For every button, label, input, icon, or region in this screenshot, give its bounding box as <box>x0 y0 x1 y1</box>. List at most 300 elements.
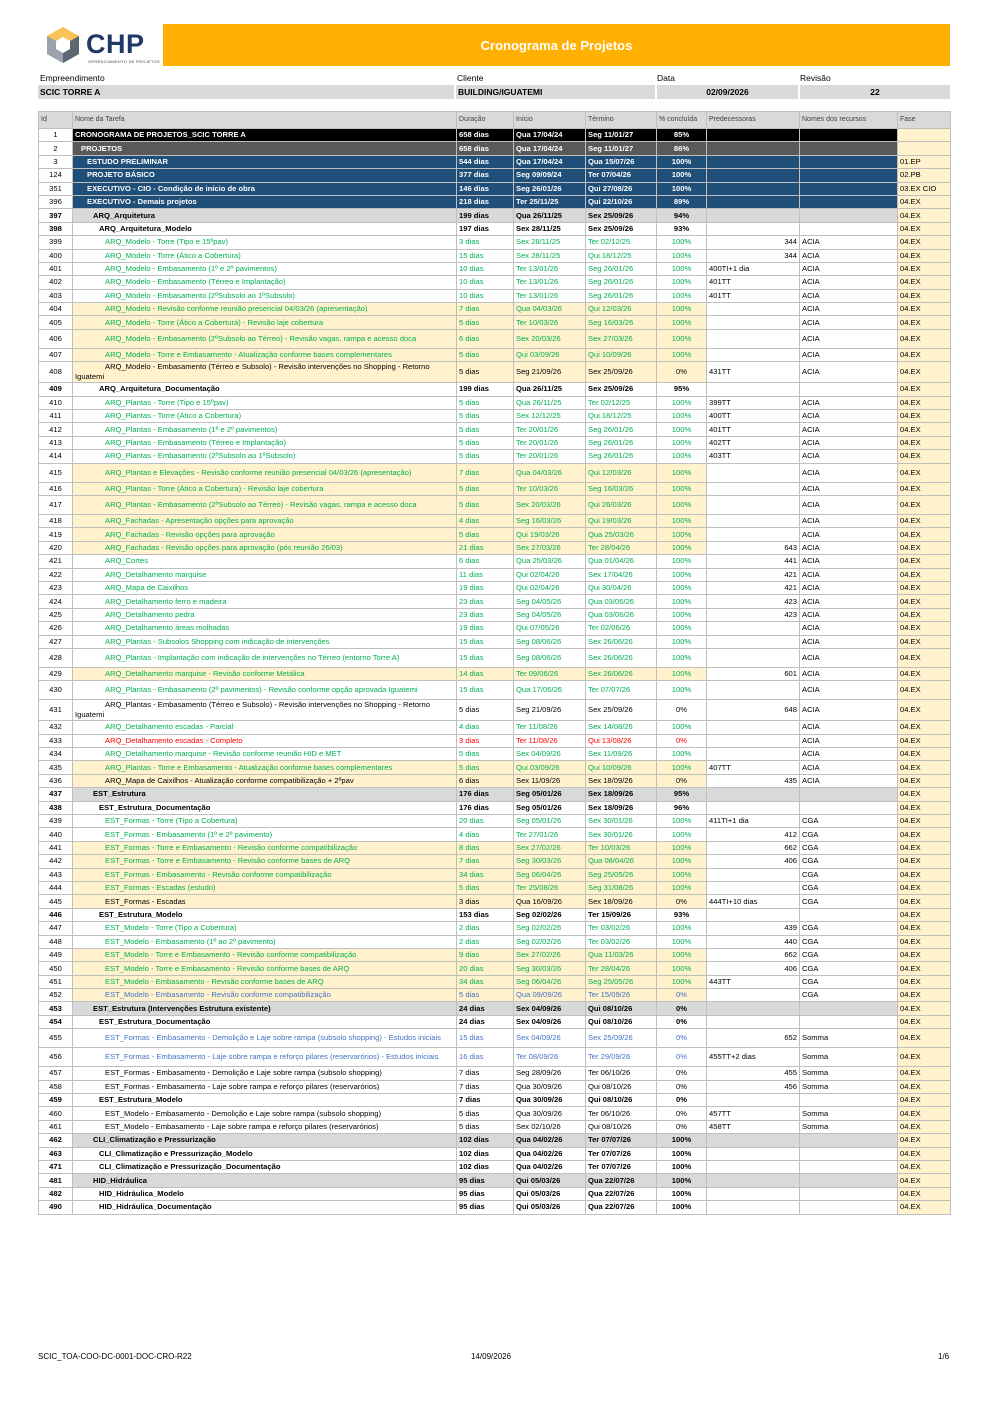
cell-predecessors <box>707 1134 800 1147</box>
cell-task-name: ARQ_Detalhamento escadas - Parcial <box>73 721 457 734</box>
cell-id: 425 <box>39 608 73 621</box>
cell-duration: 10 dias <box>457 289 514 302</box>
cell-phase: 04.EX <box>898 1094 951 1107</box>
cell-predecessors <box>707 209 800 222</box>
cell-duration: 5 dias <box>457 700 514 721</box>
table-row[interactable] <box>39 262 951 275</box>
cell-resources: CGA <box>800 935 898 948</box>
table-row[interactable] <box>39 761 951 774</box>
table-row[interactable] <box>39 1002 951 1015</box>
cell-task-name: EST_Modelo - Embasamento - Revisão conforme bases de ARQ <box>73 975 457 988</box>
cell-percent: 0% <box>657 1015 707 1028</box>
cell-task-name <box>73 700 457 721</box>
cell-resources: Somma <box>800 1029 898 1048</box>
cell-task-name <box>73 1029 457 1048</box>
cell-duration: 544 dias <box>457 155 514 168</box>
cell-task-name: EST_Formas - Embasamento - Revisão conforme compatibilização <box>73 868 457 881</box>
cell-predecessors <box>707 303 800 316</box>
cell-resources: ACIA <box>800 348 898 361</box>
cell-duration: 102 dias <box>457 1134 514 1147</box>
cell-finish: Qui 08/10/26 <box>586 1002 657 1015</box>
table-row[interactable] <box>39 410 951 423</box>
cell-task-name: ESTUDO PRELIMINAR <box>73 155 457 168</box>
cell-percent: 100% <box>657 236 707 249</box>
table-row[interactable] <box>39 815 951 828</box>
table-row[interactable] <box>39 316 951 329</box>
cell-duration: 7 dias <box>457 855 514 868</box>
cell-phase: 04.EX <box>898 1015 951 1028</box>
table-row[interactable] <box>39 608 951 621</box>
cell-start: Ter 11/08/26 <box>514 734 586 747</box>
table-row[interactable] <box>39 568 951 581</box>
cell-id: 396 <box>39 195 73 208</box>
cell-id: 462 <box>39 1134 73 1147</box>
cell-id: 490 <box>39 1201 73 1214</box>
table-row[interactable] <box>39 129 951 142</box>
cell-percent: 0% <box>657 734 707 747</box>
cell-id: 448 <box>39 935 73 948</box>
cell-start: Ter 11/08/26 <box>514 721 586 734</box>
cell-duration: 23 dias <box>457 608 514 621</box>
table-row[interactable] <box>39 222 951 235</box>
cell-predecessors: 412 <box>707 828 800 841</box>
cell-resources: CGA <box>800 962 898 975</box>
cell-duration: 5 dias <box>457 748 514 761</box>
cell-start: Qua 26/11/25 <box>514 209 586 222</box>
cell-resources: CGA <box>800 828 898 841</box>
cell-id: 423 <box>39 581 73 594</box>
cell-percent: 100% <box>657 182 707 195</box>
table-row[interactable] <box>39 541 951 554</box>
cell-duration: 658 dias <box>457 142 514 155</box>
cell-start: Qua 26/11/25 <box>514 383 586 396</box>
table-row[interactable] <box>39 348 951 361</box>
table-row[interactable] <box>39 1134 951 1147</box>
cell-finish: Qua 03/06/26 <box>586 595 657 608</box>
cell-predecessors: 431TT <box>707 362 800 383</box>
cell-finish: Sex 14/08/26 <box>586 721 657 734</box>
cell-task-name: ARQ_Modelo - Embasamento (Térreo e Implantação) <box>73 276 457 289</box>
cell-predecessors: 401TT <box>707 289 800 302</box>
table-row[interactable] <box>39 962 951 975</box>
cell-resources: CGA <box>800 841 898 854</box>
cell-percent: 100% <box>657 410 707 423</box>
cell-predecessors <box>707 348 800 361</box>
cell-resources: ACIA <box>800 436 898 449</box>
table-row[interactable] <box>39 908 951 921</box>
cell-predecessors: 652 <box>707 1029 800 1048</box>
cell-duration: 8 dias <box>457 841 514 854</box>
cell-percent: 100% <box>657 514 707 527</box>
cell-duration: 10 dias <box>457 276 514 289</box>
cell-start: Qui 05/03/26 <box>514 1174 586 1187</box>
table-row[interactable] <box>39 922 951 935</box>
table-row[interactable] <box>39 595 951 608</box>
table-row[interactable] <box>39 828 951 841</box>
cell-start: Sex 12/12/25 <box>514 410 586 423</box>
table-row[interactable] <box>39 423 951 436</box>
cell-id: 436 <box>39 774 73 787</box>
cell-id: 413 <box>39 436 73 449</box>
table-row[interactable] <box>39 1029 951 1048</box>
cell-id: 455 <box>39 1029 73 1048</box>
revisao-label: Revisão <box>800 73 831 83</box>
table-row[interactable] <box>39 436 951 449</box>
cell-duration: 5 dias <box>457 1107 514 1120</box>
table-row[interactable] <box>39 463 951 482</box>
cell-phase: 04.EX <box>898 303 951 316</box>
cell-resources: ACIA <box>800 700 898 721</box>
cell-duration: 15 dias <box>457 249 514 262</box>
cell-predecessors <box>707 169 800 182</box>
cell-duration: 6 dias <box>457 555 514 568</box>
cell-finish: Seg 11/01/27 <box>586 129 657 142</box>
table-row[interactable] <box>39 1187 951 1200</box>
cell-phase: 04.EX <box>898 541 951 554</box>
table-row[interactable] <box>39 1067 951 1080</box>
cell-predecessors: 435 <box>707 774 800 787</box>
cell-predecessors <box>707 142 800 155</box>
cell-id: 459 <box>39 1094 73 1107</box>
cell-duration: 199 dias <box>457 209 514 222</box>
cell-start: Ter 25/08/26 <box>514 881 586 894</box>
cell-task-name: ARQ_Plantas - Implantação com indicação de intervenções no Térreo (entorno Torre A) <box>73 648 457 667</box>
table-row[interactable] <box>39 868 951 881</box>
cell-phase: 04.EX <box>898 881 951 894</box>
cell-finish: Sex 25/09/26 <box>586 222 657 235</box>
table-row[interactable] <box>39 1147 951 1160</box>
cell-id: 424 <box>39 595 73 608</box>
cell-finish: Qua 15/07/26 <box>586 155 657 168</box>
cell-start: Qua 04/02/26 <box>514 1134 586 1147</box>
cell-predecessors <box>707 129 800 142</box>
cell-predecessors: 456 <box>707 1080 800 1093</box>
cell-resources <box>800 1015 898 1028</box>
cell-percent: 100% <box>657 541 707 554</box>
cell-task-name: ARQ_Modelo - Torre (Ático a Cobertura) - Revisão laje cobertura <box>73 316 457 329</box>
header-id: Id <box>39 112 73 129</box>
table-row[interactable] <box>39 289 951 302</box>
cell-task-name: ARQ_Mapa de Caixilhos - Atualização conforme compatibilização + 2ºpav <box>73 774 457 787</box>
cell-start: Sex 27/02/26 <box>514 841 586 854</box>
cell-finish: Ter 06/10/26 <box>586 1067 657 1080</box>
table-row[interactable] <box>39 482 951 495</box>
cell-finish: Qua 22/07/26 <box>586 1201 657 1214</box>
table-row[interactable] <box>39 774 951 787</box>
cell-duration: 153 dias <box>457 908 514 921</box>
table-row[interactable] <box>39 209 951 222</box>
cell-percent: 0% <box>657 774 707 787</box>
table-row[interactable] <box>39 195 951 208</box>
table-row[interactable] <box>39 895 951 908</box>
cell-task-name: ARQ_Arquitetura <box>73 209 457 222</box>
table-row[interactable] <box>39 142 951 155</box>
cell-start: Ter 25/11/25 <box>514 195 586 208</box>
cell-predecessors <box>707 155 800 168</box>
cell-task-name: EST_Formas - Embasamento - Demolição e Laje sobre rampa (subsolo shopping) <box>73 1067 457 1080</box>
cell-predecessors: 401TT <box>707 276 800 289</box>
cell-resources <box>800 155 898 168</box>
cell-task-name: CRONOGRAMA DE PROJETOS_SCIC TORRE A <box>73 129 457 142</box>
cell-predecessors <box>707 1002 800 1015</box>
table-row[interactable] <box>39 935 951 948</box>
table-row[interactable] <box>39 635 951 648</box>
cell-resources: Somma <box>800 1067 898 1080</box>
cell-predecessors <box>707 495 800 514</box>
cell-id: 445 <box>39 895 73 908</box>
table-row[interactable] <box>39 734 951 747</box>
cell-resources: ACIA <box>800 667 898 680</box>
table-row[interactable] <box>39 1107 951 1120</box>
cell-task-name: ARQ_Plantas - Torre (Ático a Cobertura) <box>73 410 457 423</box>
cell-id: 419 <box>39 528 73 541</box>
cell-phase: 04.EX <box>898 514 951 527</box>
table-row[interactable] <box>39 303 951 316</box>
table-row[interactable] <box>39 681 951 700</box>
cell-task-name: ARQ_Modelo - Torre (Tipo e 15ºpav) <box>73 236 457 249</box>
cliente-value: BUILDING/IGUATEMI <box>456 85 655 99</box>
cell-task-name: EST_Formas - Embasamento (1º e 2º pavimento) <box>73 828 457 841</box>
cell-duration: 5 dias <box>457 316 514 329</box>
cell-task-name: EXECUTIVO - Demais projetos <box>73 195 457 208</box>
table-row[interactable] <box>39 276 951 289</box>
cell-task-name: ARQ_Modelo - Torre e Embasamento - Atualização conforme bases complementares <box>73 348 457 361</box>
cell-start: Seg 08/06/26 <box>514 635 586 648</box>
cell-start: Seg 02/02/26 <box>514 908 586 921</box>
cell-finish: Qua 22/07/26 <box>586 1174 657 1187</box>
table-row[interactable] <box>39 801 951 814</box>
cell-task-name: HID_Hidráulica_Modelo <box>73 1187 457 1200</box>
cell-resources: ACIA <box>800 595 898 608</box>
cell-predecessors: 411TI+1 dia <box>707 815 800 828</box>
cell-task-name: CLI_Climatização e Pressurização_Documentação <box>73 1161 457 1174</box>
table-row[interactable] <box>39 155 951 168</box>
cell-id: 430 <box>39 681 73 700</box>
cell-phase: 04.EX <box>898 801 951 814</box>
cell-task-name <box>73 1048 457 1067</box>
cell-resources: CGA <box>800 881 898 894</box>
table-row[interactable] <box>39 1048 951 1067</box>
cell-task-name: EST_Estrutura_Modelo <box>73 908 457 921</box>
table-row[interactable] <box>39 1161 951 1174</box>
cell-duration: 95 dias <box>457 1187 514 1200</box>
cell-phase: 04.EX <box>898 1029 951 1048</box>
table-row[interactable] <box>39 788 951 801</box>
cell-id: 437 <box>39 788 73 801</box>
table-row[interactable] <box>39 1201 951 1214</box>
table-row[interactable] <box>39 855 951 868</box>
cell-phase: 04.EX <box>898 855 951 868</box>
cell-phase: 04.EX <box>898 922 951 935</box>
cell-resources <box>800 1187 898 1200</box>
cell-start: Qui 05/03/26 <box>514 1187 586 1200</box>
cell-percent: 100% <box>657 169 707 182</box>
cell-predecessors: 601 <box>707 667 800 680</box>
cell-finish: Ter 07/04/26 <box>586 169 657 182</box>
cell-finish: Qui 18/12/25 <box>586 410 657 423</box>
table-row[interactable] <box>39 169 951 182</box>
cell-predecessors: 439 <box>707 922 800 935</box>
cell-start: Sex 04/09/26 <box>514 1002 586 1015</box>
cell-id: 404 <box>39 303 73 316</box>
cell-resources <box>800 1134 898 1147</box>
cell-percent: 100% <box>657 855 707 868</box>
cell-start: Seg 05/01/26 <box>514 801 586 814</box>
cell-phase: 04.EX <box>898 396 951 409</box>
cell-phase: 04.EX <box>898 935 951 948</box>
cell-start: Sex 27/03/26 <box>514 541 586 554</box>
cell-phase: 04.EX <box>898 622 951 635</box>
cell-id: 351 <box>39 182 73 195</box>
table-row[interactable] <box>39 450 951 463</box>
cell-predecessors <box>707 648 800 667</box>
cell-percent: 0% <box>657 362 707 383</box>
table-row[interactable] <box>39 1174 951 1187</box>
cell-duration: 3 dias <box>457 236 514 249</box>
cell-task-name: EST_Estrutura_Documentação <box>73 1015 457 1028</box>
table-row[interactable] <box>39 975 951 988</box>
table-row[interactable] <box>39 748 951 761</box>
table-row[interactable] <box>39 1120 951 1133</box>
cell-id: 433 <box>39 734 73 747</box>
cell-id: 427 <box>39 635 73 648</box>
cell-task-name: ARQ_Detalhamento marquise - Revisão conforme reunião HID e MET <box>73 748 457 761</box>
cell-resources <box>800 195 898 208</box>
data-value: 02/09/2026 <box>657 85 798 99</box>
cell-finish: Qui 12/03/26 <box>586 303 657 316</box>
empreendimento-value: SCIC TORRE A <box>38 85 454 99</box>
table-row[interactable] <box>39 396 951 409</box>
cell-phase: 04.EX <box>898 748 951 761</box>
cell-start: Ter 10/03/26 <box>514 316 586 329</box>
cell-phase: 04.EX <box>898 721 951 734</box>
cell-finish: Ter 07/07/26 <box>586 1134 657 1147</box>
cell-id: 2 <box>39 142 73 155</box>
cell-finish: Sex 18/09/26 <box>586 801 657 814</box>
table-row[interactable] <box>39 581 951 594</box>
table-row[interactable] <box>39 721 951 734</box>
cell-percent: 93% <box>657 908 707 921</box>
table-row[interactable] <box>39 667 951 680</box>
cell-start: Qua 04/02/26 <box>514 1147 586 1160</box>
table-row[interactable] <box>39 700 951 721</box>
table-row[interactable] <box>39 1094 951 1107</box>
cell-percent: 96% <box>657 801 707 814</box>
cell-percent: 100% <box>657 482 707 495</box>
cell-percent: 100% <box>657 975 707 988</box>
cell-resources: ACIA <box>800 581 898 594</box>
cell-start: Ter 10/03/26 <box>514 482 586 495</box>
table-row[interactable] <box>39 236 951 249</box>
cell-resources: ACIA <box>800 721 898 734</box>
table-row[interactable] <box>39 329 951 348</box>
table-row[interactable] <box>39 622 951 635</box>
task-name-text: ARQ_Plantas - Embasamento (Térreo e Subsolo) - Revisão intervenções no Shopping - Retorno Iguatemi <box>75 700 431 720</box>
table-row[interactable] <box>39 989 951 1002</box>
table-row[interactable] <box>39 648 951 667</box>
cell-resources: ACIA <box>800 396 898 409</box>
cell-predecessors: 455 <box>707 1067 800 1080</box>
cell-resources: CGA <box>800 895 898 908</box>
cell-percent: 85% <box>657 129 707 142</box>
cell-duration: 15 dias <box>457 1029 514 1048</box>
cell-resources: ACIA <box>800 450 898 463</box>
table-row[interactable] <box>39 495 951 514</box>
cell-finish: Seg 25/05/26 <box>586 868 657 881</box>
table-row[interactable] <box>39 528 951 541</box>
cell-phase: 04.EX <box>898 648 951 667</box>
cell-predecessors <box>707 329 800 348</box>
cell-id: 416 <box>39 482 73 495</box>
cell-predecessors: 421 <box>707 581 800 594</box>
cell-task-name: EST_Formas - Torre e Embasamento - Revisão conforme compatibilização <box>73 841 457 854</box>
table-row[interactable] <box>39 555 951 568</box>
cell-duration: 7 dias <box>457 1094 514 1107</box>
cell-finish: Seg 26/01/26 <box>586 436 657 449</box>
cell-task-name: EST_Formas - Torre (Tipo a Cobertura) <box>73 815 457 828</box>
cell-predecessors <box>707 1147 800 1160</box>
cell-duration: 2 dias <box>457 922 514 935</box>
table-header-row <box>39 112 951 129</box>
cell-predecessors <box>707 681 800 700</box>
table-row[interactable] <box>39 881 951 894</box>
table-row[interactable] <box>39 1080 951 1093</box>
cell-duration: 15 dias <box>457 681 514 700</box>
cell-resources: ACIA <box>800 635 898 648</box>
cell-resources <box>800 1174 898 1187</box>
cell-id: 481 <box>39 1174 73 1187</box>
cell-id: 414 <box>39 450 73 463</box>
cell-task-name: ARQ_Modelo - Embasamento (2ºSubsolo ao Térreo) - Revisão vagas, rampa e acesso doca <box>73 329 457 348</box>
cell-task-name: ARQ_Plantas - Embasamento (2ºSubsolo ao 1ºSubsolo) <box>73 450 457 463</box>
table-row[interactable] <box>39 249 951 262</box>
cell-finish: Ter 07/07/26 <box>586 681 657 700</box>
cell-task-name: ARQ_Fachadas - Revisão opções para aprovação (pós reunião 26/03) <box>73 541 457 554</box>
table-row[interactable] <box>39 1015 951 1028</box>
cell-percent: 0% <box>657 1048 707 1067</box>
cell-start: Sex 02/10/26 <box>514 1120 586 1133</box>
cell-finish: Ter 06/10/26 <box>586 1107 657 1120</box>
cell-predecessors: 406 <box>707 855 800 868</box>
cell-percent: 0% <box>657 1080 707 1093</box>
cell-percent: 100% <box>657 1134 707 1147</box>
table-row[interactable] <box>39 948 951 961</box>
table-row[interactable] <box>39 841 951 854</box>
cell-id: 482 <box>39 1187 73 1200</box>
cell-finish: Sex 18/09/26 <box>586 774 657 787</box>
cell-resources: Somma <box>800 1107 898 1120</box>
logo-subtext: GERENCIAMENTO DE PROJETOS <box>88 59 161 64</box>
table-row[interactable] <box>39 383 951 396</box>
cell-duration: 3 dias <box>457 895 514 908</box>
table-row[interactable] <box>39 514 951 527</box>
table-row[interactable] <box>39 362 951 383</box>
table-row[interactable] <box>39 182 951 195</box>
cell-duration: 197 dias <box>457 222 514 235</box>
cell-phase: 04.EX <box>898 948 951 961</box>
cell-start: Qua 17/04/24 <box>514 129 586 142</box>
cell-percent: 95% <box>657 788 707 801</box>
cell-phase: 04.EX <box>898 222 951 235</box>
cell-id: 450 <box>39 962 73 975</box>
cell-start: Seg 05/01/26 <box>514 788 586 801</box>
cell-predecessors <box>707 463 800 482</box>
cell-duration: 6 dias <box>457 774 514 787</box>
cliente-label: Cliente <box>457 73 484 83</box>
cell-percent: 100% <box>657 262 707 275</box>
cell-duration: 7 dias <box>457 1080 514 1093</box>
cell-task-name: ARQ_Modelo - Embasamento (2ºSubsolo ao 1ºSubsolo) <box>73 289 457 302</box>
